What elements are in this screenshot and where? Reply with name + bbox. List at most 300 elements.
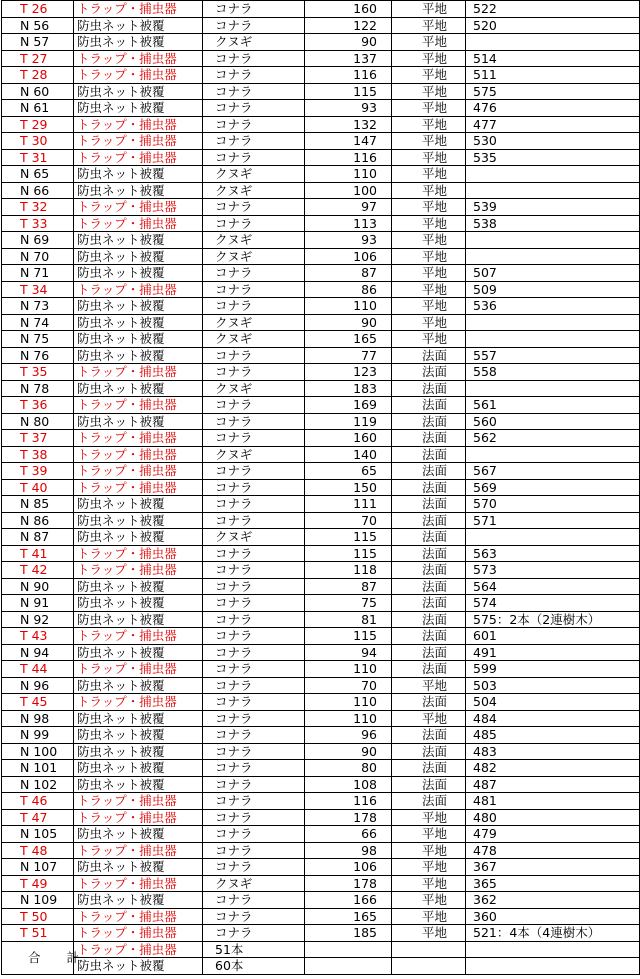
tree-species-cell: クヌギ xyxy=(203,529,305,546)
location-type-cell: 平地 xyxy=(392,859,466,876)
trunk-size-cell: 178 xyxy=(305,875,392,892)
location-type-cell: 法面 xyxy=(392,430,466,447)
tree-id-cell: N 56 xyxy=(2,17,74,34)
tree-species-cell: コナラ xyxy=(203,710,305,727)
trunk-size-cell: 122 xyxy=(305,17,392,34)
treatment-type-cell: トラップ・捕虫器 xyxy=(74,793,203,810)
table-row xyxy=(2,182,640,199)
location-type-cell: 法面 xyxy=(392,578,466,595)
treatment-type-cell: トラップ・捕虫器 xyxy=(74,908,203,925)
treatment-type-cell: トラップ・捕虫器 xyxy=(74,281,203,298)
table-row xyxy=(2,149,640,166)
note-cell: 571 xyxy=(466,512,640,529)
tree-species-cell: コナラ xyxy=(203,496,305,513)
tree-id-cell: N 57 xyxy=(2,34,74,51)
table-row xyxy=(2,578,640,595)
table-row xyxy=(2,677,640,694)
tree-species-cell: コナラ xyxy=(203,215,305,232)
tree-id-cell: T 28 xyxy=(2,67,74,84)
trunk-size-cell: 87 xyxy=(305,578,392,595)
treatment-type-cell: 防虫ネット被覆 xyxy=(74,529,203,546)
note-cell: 504 xyxy=(466,694,640,711)
location-type-cell: 法面 xyxy=(392,512,466,529)
trunk-size-cell: 118 xyxy=(305,562,392,579)
treatment-type-cell: トラップ・捕虫器 xyxy=(74,661,203,678)
treatment-type-cell: トラップ・捕虫器 xyxy=(74,199,203,216)
table-row xyxy=(2,215,640,232)
treatment-type-cell: トラップ・捕虫器 xyxy=(74,215,203,232)
note-cell: 509 xyxy=(466,281,640,298)
treatment-type-cell: トラップ・捕虫器 xyxy=(74,116,203,133)
table-row xyxy=(2,809,640,826)
location-type-cell: 平地 xyxy=(392,182,466,199)
trunk-size-cell: 166 xyxy=(305,892,392,909)
treatment-type-cell: 防虫ネット被覆 xyxy=(74,892,203,909)
treatment-type-cell: トラップ・捕虫器 xyxy=(74,364,203,381)
note-cell: 479 xyxy=(466,826,640,843)
note-cell: 478 xyxy=(466,842,640,859)
table-row xyxy=(2,166,640,183)
location-type-cell: 平地 xyxy=(392,298,466,315)
trunk-size-cell: 123 xyxy=(305,364,392,381)
table-row xyxy=(2,776,640,793)
location-type-cell: 平地 xyxy=(392,677,466,694)
table-row xyxy=(2,17,640,34)
treatment-type-cell: トラップ・捕虫器 xyxy=(74,1,203,18)
tree-id-cell: T 46 xyxy=(2,793,74,810)
table-row xyxy=(2,67,640,84)
table-row xyxy=(2,430,640,447)
note-cell: 601 xyxy=(466,628,640,645)
location-type-cell: 平地 xyxy=(392,892,466,909)
table-row xyxy=(2,34,640,51)
table-row xyxy=(2,397,640,414)
trunk-size-cell: 86 xyxy=(305,281,392,298)
trunk-size-cell: 147 xyxy=(305,133,392,150)
tree-id-cell: T 42 xyxy=(2,562,74,579)
tree-id-cell: N 73 xyxy=(2,298,74,315)
location-type-cell: 平地 xyxy=(392,34,466,51)
location-type-cell: 法面 xyxy=(392,611,466,628)
table-row xyxy=(2,298,640,315)
table-row xyxy=(2,347,640,364)
treatment-type-cell: 防虫ネット被覆 xyxy=(74,413,203,430)
note-cell: 362 xyxy=(466,892,640,909)
tree-species-cell: コナラ xyxy=(203,908,305,925)
tree-species-cell: コナラ xyxy=(203,562,305,579)
tree-species-cell: コナラ xyxy=(203,644,305,661)
tree-species-cell: コナラ xyxy=(203,347,305,364)
tree-id-cell: T 45 xyxy=(2,694,74,711)
location-type-cell: 平地 xyxy=(392,248,466,265)
table-row xyxy=(2,892,640,909)
note-cell xyxy=(466,529,640,546)
empty-cell xyxy=(392,941,466,958)
tree-species-cell: クヌギ xyxy=(203,232,305,249)
table-row xyxy=(2,529,640,546)
tree-species-cell: クヌギ xyxy=(203,182,305,199)
table-row xyxy=(2,595,640,612)
location-type-cell: 平地 xyxy=(392,133,466,150)
tree-species-cell: コナラ xyxy=(203,743,305,760)
location-type-cell: 平地 xyxy=(392,116,466,133)
treatment-type-cell: 防虫ネット被覆 xyxy=(74,232,203,249)
location-type-cell: 平地 xyxy=(392,809,466,826)
note-cell: 539 xyxy=(466,199,640,216)
treatment-type-cell: 防虫ネット被覆 xyxy=(74,314,203,331)
treatment-type-cell: 防虫ネット被覆 xyxy=(74,776,203,793)
tree-id-cell: T 41 xyxy=(2,545,74,562)
trunk-size-cell: 160 xyxy=(305,430,392,447)
note-cell xyxy=(466,34,640,51)
trunk-size-cell: 115 xyxy=(305,83,392,100)
note-cell: 558 xyxy=(466,364,640,381)
table-row xyxy=(2,1,640,18)
treatment-type-cell: 防虫ネット被覆 xyxy=(74,166,203,183)
trunk-size-cell: 140 xyxy=(305,446,392,463)
table-row xyxy=(2,100,640,117)
tree-species-cell: クヌギ xyxy=(203,314,305,331)
treatment-type-cell: 防虫ネット被覆 xyxy=(74,496,203,513)
trunk-size-cell: 106 xyxy=(305,248,392,265)
note-cell: 511 xyxy=(466,67,640,84)
treatment-type-cell: 防虫ネット被覆 xyxy=(74,182,203,199)
note-cell xyxy=(466,248,640,265)
tree-species-cell: クヌギ xyxy=(203,446,305,463)
tree-id-cell: T 36 xyxy=(2,397,74,414)
location-type-cell: 平地 xyxy=(392,1,466,18)
trunk-size-cell: 116 xyxy=(305,149,392,166)
table-row xyxy=(2,248,640,265)
treatment-type-cell: 防虫ネット被覆 xyxy=(74,826,203,843)
treatment-type-cell: トラップ・捕虫器 xyxy=(74,562,203,579)
trunk-size-cell: 115 xyxy=(305,628,392,645)
treatment-type-cell: 防虫ネット被覆 xyxy=(74,380,203,397)
table-row xyxy=(2,727,640,744)
tree-species-cell: コナラ xyxy=(203,199,305,216)
tree-species-cell: コナラ xyxy=(203,760,305,777)
location-type-cell: 平地 xyxy=(392,100,466,117)
tree-id-cell: N 105 xyxy=(2,826,74,843)
note-cell: 569 xyxy=(466,479,640,496)
treatment-type-cell: 防虫ネット被覆 xyxy=(74,743,203,760)
treatment-type-cell: トラップ・捕虫器 xyxy=(74,397,203,414)
note-cell: 520 xyxy=(466,17,640,34)
trunk-size-cell: 97 xyxy=(305,199,392,216)
table-row xyxy=(2,232,640,249)
treatment-type-cell: 防虫ネット被覆 xyxy=(74,17,203,34)
table-row xyxy=(2,628,640,645)
note-cell: 564 xyxy=(466,578,640,595)
treatment-type-cell: 防虫ネット被覆 xyxy=(74,83,203,100)
location-type-cell: 法面 xyxy=(392,661,466,678)
table-row xyxy=(2,281,640,298)
tree-id-cell: T 31 xyxy=(2,149,74,166)
trunk-size-cell: 116 xyxy=(305,793,392,810)
tree-id-cell: N 71 xyxy=(2,265,74,282)
table-row xyxy=(2,611,640,628)
treatment-type-cell: 防虫ネット被覆 xyxy=(74,34,203,51)
note-cell: 482 xyxy=(466,760,640,777)
trunk-size-cell: 100 xyxy=(305,182,392,199)
location-type-cell: 法面 xyxy=(392,562,466,579)
note-cell: 485 xyxy=(466,727,640,744)
trunk-size-cell: 165 xyxy=(305,331,392,348)
note-cell: 514 xyxy=(466,50,640,67)
tree-id-cell: N 92 xyxy=(2,611,74,628)
trunk-size-cell: 119 xyxy=(305,413,392,430)
trunk-size-cell: 113 xyxy=(305,215,392,232)
location-type-cell: 平地 xyxy=(392,710,466,727)
treatment-type-cell: 防虫ネット被覆 xyxy=(74,265,203,282)
location-type-cell: 法面 xyxy=(392,743,466,760)
table-row xyxy=(2,265,640,282)
note-cell: 557 xyxy=(466,347,640,364)
location-type-cell: 法面 xyxy=(392,380,466,397)
tree-species-cell: コナラ xyxy=(203,628,305,645)
note-cell xyxy=(466,446,640,463)
empty-cell xyxy=(305,958,392,975)
location-type-cell: 平地 xyxy=(392,199,466,216)
tree-species-cell: コナラ xyxy=(203,859,305,876)
treatment-type-cell: 防虫ネット被覆 xyxy=(74,710,203,727)
table-row xyxy=(2,199,640,216)
tree-species-cell: コナラ xyxy=(203,545,305,562)
treatment-type-cell: トラップ・捕虫器 xyxy=(74,842,203,859)
tree-id-cell: T 37 xyxy=(2,430,74,447)
total-row-trap xyxy=(2,941,640,958)
trunk-size-cell: 93 xyxy=(305,232,392,249)
treatment-type-cell: 防虫ネット被覆 xyxy=(74,859,203,876)
tree-id-cell: N 75 xyxy=(2,331,74,348)
table-row xyxy=(2,545,640,562)
treatment-type-cell: トラップ・捕虫器 xyxy=(74,875,203,892)
note-cell: 481 xyxy=(466,793,640,810)
location-type-cell: 法面 xyxy=(392,413,466,430)
tree-species-cell: コナラ xyxy=(203,611,305,628)
tree-id-cell: N 74 xyxy=(2,314,74,331)
tree-species-cell: コナラ xyxy=(203,116,305,133)
tree-species-cell: コナラ xyxy=(203,281,305,298)
tree-species-cell: コナラ xyxy=(203,512,305,529)
location-type-cell: 法面 xyxy=(392,347,466,364)
tree-species-cell: コナラ xyxy=(203,793,305,810)
location-type-cell: 法面 xyxy=(392,397,466,414)
tree-species-cell: コナラ xyxy=(203,298,305,315)
location-type-cell: 平地 xyxy=(392,265,466,282)
trunk-size-cell: 90 xyxy=(305,34,392,51)
note-cell: 367 xyxy=(466,859,640,876)
tree-id-cell: N 107 xyxy=(2,859,74,876)
treatment-type-cell: トラップ・捕虫器 xyxy=(74,479,203,496)
treatment-type-cell: トラップ・捕虫器 xyxy=(74,446,203,463)
tree-id-cell: T 34 xyxy=(2,281,74,298)
tree-id-cell: N 69 xyxy=(2,232,74,249)
tree-species-cell: コナラ xyxy=(203,83,305,100)
location-type-cell: 法面 xyxy=(392,793,466,810)
note-cell: 599 xyxy=(466,661,640,678)
trunk-size-cell: 94 xyxy=(305,644,392,661)
total-label: 合計 xyxy=(2,941,74,974)
table-row xyxy=(2,793,640,810)
note-cell: 574 xyxy=(466,595,640,612)
note-cell: 573 xyxy=(466,562,640,579)
tree-id-cell: N 66 xyxy=(2,182,74,199)
treatment-type-cell: トラップ・捕虫器 xyxy=(74,463,203,480)
tree-species-cell: コナラ xyxy=(203,463,305,480)
table-row xyxy=(2,496,640,513)
treatment-type-cell: 防虫ネット被覆 xyxy=(74,578,203,595)
empty-cell xyxy=(466,958,640,975)
tree-id-cell: N 109 xyxy=(2,892,74,909)
location-type-cell: 法面 xyxy=(392,644,466,661)
total-trap-count: 51本 xyxy=(203,941,305,958)
trunk-size-cell: 183 xyxy=(305,380,392,397)
location-type-cell: 法面 xyxy=(392,595,466,612)
trunk-size-cell: 70 xyxy=(305,677,392,694)
location-type-cell: 平地 xyxy=(392,925,466,942)
total-net-label: 防虫ネット被覆 xyxy=(74,958,203,975)
trunk-size-cell: 150 xyxy=(305,479,392,496)
note-cell: 503 xyxy=(466,677,640,694)
trunk-size-cell: 132 xyxy=(305,116,392,133)
note-cell: 575 xyxy=(466,83,640,100)
treatment-type-cell: 防虫ネット被覆 xyxy=(74,727,203,744)
treatment-type-cell: トラップ・捕虫器 xyxy=(74,430,203,447)
treatment-type-cell: 防虫ネット被覆 xyxy=(74,760,203,777)
location-type-cell: 平地 xyxy=(392,50,466,67)
table-row xyxy=(2,694,640,711)
table-row xyxy=(2,743,640,760)
trunk-size-cell: 185 xyxy=(305,925,392,942)
tree-id-cell: N 101 xyxy=(2,760,74,777)
tree-id-cell: N 70 xyxy=(2,248,74,265)
note-cell: 477 xyxy=(466,116,640,133)
table-row xyxy=(2,875,640,892)
tree-species-cell: クヌギ xyxy=(203,380,305,397)
trunk-size-cell: 116 xyxy=(305,67,392,84)
table-row xyxy=(2,661,640,678)
tree-id-cell: N 78 xyxy=(2,380,74,397)
table-row xyxy=(2,908,640,925)
tree-species-cell: コナラ xyxy=(203,133,305,150)
trunk-size-cell: 75 xyxy=(305,595,392,612)
note-cell: 563 xyxy=(466,545,640,562)
treatment-type-cell: トラップ・捕虫器 xyxy=(74,628,203,645)
tree-id-cell: N 98 xyxy=(2,710,74,727)
table-row xyxy=(2,562,640,579)
trunk-size-cell: 115 xyxy=(305,545,392,562)
trunk-size-cell: 160 xyxy=(305,1,392,18)
empty-cell xyxy=(305,941,392,958)
note-cell: 365 xyxy=(466,875,640,892)
location-type-cell: 法面 xyxy=(392,496,466,513)
table-row xyxy=(2,116,640,133)
note-cell: 476 xyxy=(466,100,640,117)
location-type-cell: 平地 xyxy=(392,875,466,892)
table-row xyxy=(2,463,640,480)
location-type-cell: 平地 xyxy=(392,215,466,232)
table-row xyxy=(2,710,640,727)
tree-species-cell: コナラ xyxy=(203,100,305,117)
empty-cell xyxy=(466,941,640,958)
tree-id-cell: T 51 xyxy=(2,925,74,942)
treatment-type-cell: トラップ・捕虫器 xyxy=(74,809,203,826)
note-cell: 570 xyxy=(466,496,640,513)
tree-treatment-table xyxy=(1,0,640,975)
tree-species-cell: コナラ xyxy=(203,149,305,166)
tree-species-cell: クヌギ xyxy=(203,34,305,51)
tree-species-cell: コナラ xyxy=(203,595,305,612)
trunk-size-cell: 98 xyxy=(305,842,392,859)
trunk-size-cell: 115 xyxy=(305,529,392,546)
note-cell: 560 xyxy=(466,413,640,430)
note-cell xyxy=(466,314,640,331)
table-row xyxy=(2,83,640,100)
tree-id-cell: N 61 xyxy=(2,100,74,117)
tree-id-cell: T 32 xyxy=(2,199,74,216)
tree-species-cell: コナラ xyxy=(203,776,305,793)
note-cell: 561 xyxy=(466,397,640,414)
note-cell: 536 xyxy=(466,298,640,315)
tree-species-cell: クヌギ xyxy=(203,166,305,183)
location-type-cell: 平地 xyxy=(392,314,466,331)
tree-species-cell: クヌギ xyxy=(203,331,305,348)
tree-species-cell: コナラ xyxy=(203,413,305,430)
empty-cell xyxy=(392,958,466,975)
tree-species-cell: コナラ xyxy=(203,661,305,678)
location-type-cell: 法面 xyxy=(392,446,466,463)
tree-id-cell: T 40 xyxy=(2,479,74,496)
tree-species-cell: コナラ xyxy=(203,1,305,18)
tree-species-cell: コナラ xyxy=(203,17,305,34)
note-cell: 521：4本（4連樹木） xyxy=(466,925,640,942)
table-row xyxy=(2,644,640,661)
tree-id-cell: T 38 xyxy=(2,446,74,463)
tree-id-cell: T 50 xyxy=(2,908,74,925)
note-cell: 484 xyxy=(466,710,640,727)
trunk-size-cell: 178 xyxy=(305,809,392,826)
tree-id-cell: T 49 xyxy=(2,875,74,892)
tree-species-cell: コナラ xyxy=(203,364,305,381)
table-row xyxy=(2,842,640,859)
tree-id-cell: N 87 xyxy=(2,529,74,546)
trunk-size-cell: 80 xyxy=(305,760,392,777)
trunk-size-cell: 70 xyxy=(305,512,392,529)
tree-species-cell: コナラ xyxy=(203,892,305,909)
treatment-type-cell: トラップ・捕虫器 xyxy=(74,149,203,166)
treatment-type-cell: トラップ・捕虫器 xyxy=(74,545,203,562)
location-type-cell: 法面 xyxy=(392,628,466,645)
location-type-cell: 平地 xyxy=(392,281,466,298)
table-row xyxy=(2,50,640,67)
tree-id-cell: T 35 xyxy=(2,364,74,381)
tree-id-cell: T 26 xyxy=(2,1,74,18)
trunk-size-cell: 110 xyxy=(305,298,392,315)
note-cell xyxy=(466,331,640,348)
treatment-type-cell: 防虫ネット被覆 xyxy=(74,100,203,117)
trunk-size-cell: 81 xyxy=(305,611,392,628)
location-type-cell: 平地 xyxy=(392,826,466,843)
table-row xyxy=(2,479,640,496)
tree-species-cell: コナラ xyxy=(203,694,305,711)
tree-species-cell: コナラ xyxy=(203,479,305,496)
trunk-size-cell: 137 xyxy=(305,50,392,67)
note-cell: 522 xyxy=(466,1,640,18)
trunk-size-cell: 90 xyxy=(305,314,392,331)
trunk-size-cell: 96 xyxy=(305,727,392,744)
note-cell: 530 xyxy=(466,133,640,150)
